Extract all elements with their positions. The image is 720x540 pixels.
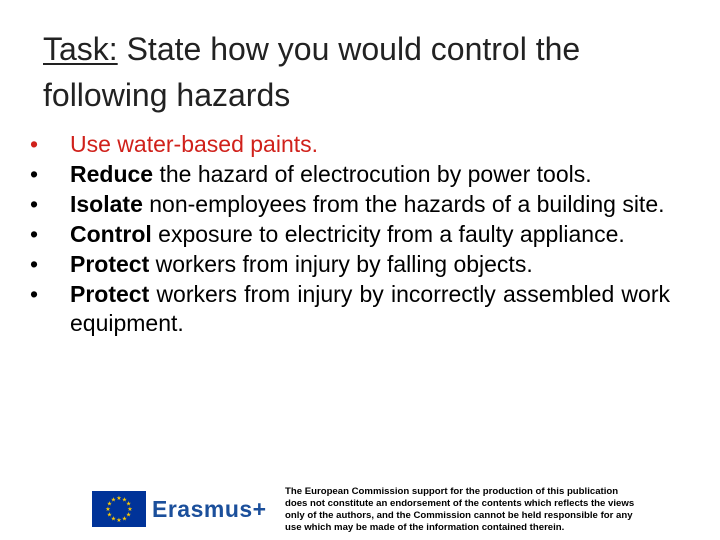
eu-star-icon: ★ [105,507,111,513]
list-item [30,190,670,219]
list-item [30,130,670,159]
bullet-keyword: Reduce [70,161,154,187]
bullet-keyword: Control [70,221,152,247]
title-task-label: Task: [43,31,118,67]
eu-star-icon: ★ [125,501,132,508]
eu-star-icon: ★ [106,501,113,508]
bullet-keyword: Protect [70,251,150,277]
bullet-text: non-employees from the hazards of a building site. [142,191,665,217]
eu-star-icon: ★ [121,516,128,523]
title-text: State how you would control the following hazards [43,31,581,113]
list-item [30,220,670,249]
eu-disclaimer: The European Commission support for the production of this publication does not constitute an endorsement of the contents which reflects the views only of the authors, and the Commission cannot be held responsible for any use which may be made of the information contained therein. [285,486,635,533]
eu-star-icon: ★ [121,497,128,504]
eu-star-icon: ★ [110,516,117,523]
bullet-text: workers from injury by incorrectly assembled work equipment. [70,281,670,336]
slide-title [43,26,683,118]
eu-star-icon: ★ [125,512,132,519]
bullet-text: Use water-based paints. [70,131,319,157]
list-item [30,280,670,338]
list-item [30,250,670,279]
eu-flag-icon [92,491,146,527]
hazard-list [30,130,670,339]
eu-star-icon: ★ [127,507,133,513]
bullet-keyword: Isolate [70,191,143,217]
bullet-text: exposure to electricity from a faulty appliance. [151,221,625,247]
eu-star-icon: ★ [116,518,122,524]
footer [92,485,652,535]
eu-star-icon: ★ [116,496,122,502]
eu-star-icon: ★ [106,512,113,519]
eu-star-icon: ★ [110,497,117,504]
bullet-text: the hazard of electrocution by power tools. [153,161,592,187]
erasmus-logo-text: Erasmus+ [152,496,267,522]
bullet-keyword: Protect [70,281,150,307]
list-item [30,160,670,189]
bullet-text: workers from injury by falling objects. [149,251,533,277]
